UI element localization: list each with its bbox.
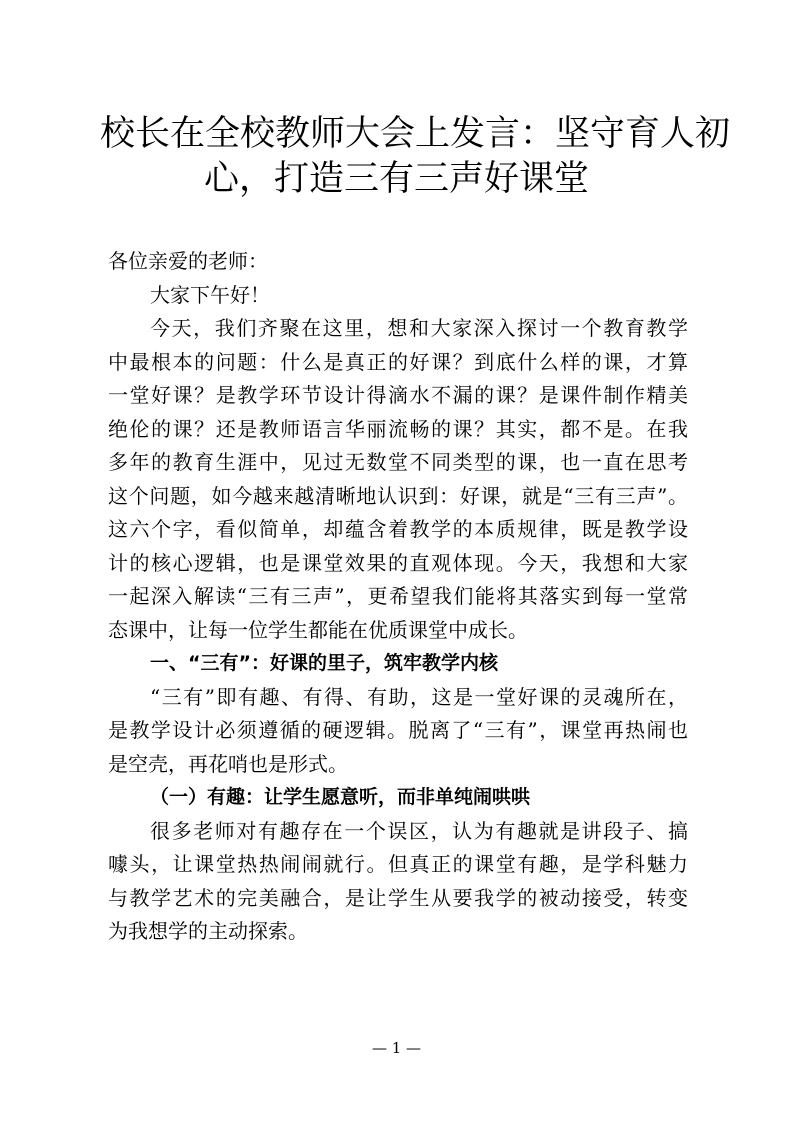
paragraph-line: 一起深入解读“三有三声”，更希望我们能将其落实到每一堂常 [108,584,688,608]
salutation: 各位亲爱的老师： [108,249,268,273]
document-body [108,245,688,949]
paragraph-line: 这六个字，看似简单，却蕴含着教学的本质规律，既是教学设 [108,517,688,541]
title-line: 校长在全校教师大会上发言：坚守育人初 [100,114,731,154]
paragraph-line: “三有”即有趣、有得、有助，这是一堂好课的灵魂所在， [150,684,688,709]
paragraph-line: 为我想学的主动探索。 [108,919,308,943]
paragraph-line: 态课中，让每一位学生都能在优质课堂中成长。 [108,617,528,642]
paragraph-interesting [108,815,688,949]
paragraph-line: 计的核心逻辑，也是课堂效果的直观体现。今天，我想和大家 [108,550,688,575]
greeting: 大家下午好！ [150,282,270,307]
paragraph-intro [108,312,688,647]
paragraph-three-haves [108,681,688,782]
paragraph-line: 一堂好课？是教学环节设计得滴水不漏的课？是课件制作精美 [108,383,688,407]
paragraph-line: 多年的教育生涯中，见过无数堂不同类型的课，也一直在思考 [108,450,688,474]
section-heading: 一、“三有”：好课的里子，筑牢教学内核 [150,652,498,674]
paragraph-line: 今天，我们齐聚在这里，想和大家深入探讨一个教育教学 [150,316,688,340]
document-title [100,112,731,202]
subsection-heading: （一）有趣：让学生愿意听，而非单纯闹哄哄 [150,786,531,808]
paragraph-line: 中最根本的问题：什么是真正的好课？到底什么样的课，才算 [108,349,688,374]
page-number: — 1 — [371,1039,422,1057]
paragraph-line: 很多老师对有趣存在一个误区，认为有趣就是讲段子、搞 [150,818,688,843]
paragraph-line: 这个问题，如今越来越清晰地认识到：好课，就是“三有三声”。 [108,483,688,508]
paragraph-line: 是空壳，再花哨也是形式。 [108,751,348,776]
paragraph-line: 与教学艺术的完美融合，是让学生从要我学的被动接受，转变 [108,885,688,910]
paragraph-line: 是教学设计必须遵循的硬逻辑。脱离了“三有”，课堂再热闹也 [108,718,688,742]
title-line: 心，打造三有三声好课堂 [203,159,589,199]
paragraph-line: 噱头，让课堂热热闹闹就行。但真正的课堂有趣，是学科魅力 [108,852,688,876]
paragraph-line: 绝伦的课？还是教师语言华丽流畅的课？其实，都不是。在我 [108,416,688,441]
